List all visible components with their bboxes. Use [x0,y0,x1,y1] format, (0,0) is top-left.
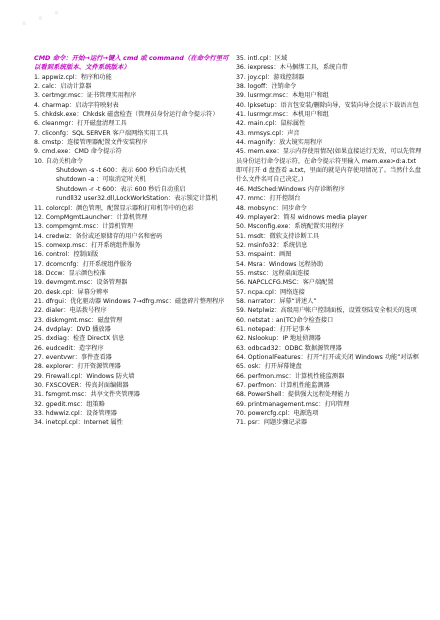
command-entry: 16. control：控制面版 [34,251,99,259]
command-entry: 36. iexpress：木马捆绑工具，系统自带 [236,64,348,72]
command-entry: shutdown -a ：可取消定时关机 [56,176,146,184]
command-entry: 55. mstsc：远程桌面连接 [236,269,310,277]
command-entry: 12. CompMgmtLauncher：计算机管理 [34,213,148,221]
watermark: · · · [17,1,66,36]
command-entry: 15. comexp.msc：打开系统组件服务 [34,241,141,249]
command-entry: 51. msdt：微软支持诊断工具 [236,232,320,240]
command-entry: 34. inetcpl.cpl：Internet 属性 [34,419,123,427]
command-entry: 64. OptionalFeatures：打开“打开或关闭 Windows 功能”对话框 [236,354,419,361]
command-entry: 63. odbcad32：ODBC 数据源管理器 [236,344,342,352]
command-entry: 18. Dccw：显示颜色校准 [34,269,106,277]
command-entry: 56. NAPCLCFG.MSC：客户端配置 [236,279,334,287]
command-entry: 23. diskmgmt.msc：磁盘管理 [34,316,123,324]
command-entry: 24. dvdplay：DVD 播放器 [34,325,111,333]
command-entry: 3. certmgr.msc：证书管理实用程序 [34,92,137,100]
command-entry: 49. mplayer2：简易 widnows media player [236,213,368,221]
command-entry: 33. hdwwiz.cpl：设备管理器 [34,410,117,418]
command-entry: 32. gpedit.msc：组策略 [34,400,105,408]
command-entry: 29. Firewall.cpl：Windows 防火墙 [34,372,135,380]
right-column [236,54,422,428]
command-entry: 40. lpksetup：语言包安装/删除向导，安装向导会提示下载语言包 [236,101,419,109]
command-entry: Shutdown -r -t 600：表示 600 秒后自动重启 [56,185,186,193]
command-entry: 2. calc：启动计算器 [34,83,92,91]
command-entry: 52. msinfo32：系统信息 [236,241,308,249]
command-entry: 27. eventvwr：事件查看器 [34,354,112,361]
command-entry: 70. powercfg.cpl：电源选项 [236,410,319,418]
command-entry: 20. desk.cpl：屏幕分辨率 [34,288,109,296]
command-entry: 31. fsmgmt.msc：共享文件夹管理器 [34,391,140,399]
command-entry: 39. lusrmgr.msc：本地用户和组 [236,92,329,100]
command-entry: 1. appwiz.cpl：程序和功能 [34,73,112,81]
command-entry: 26. eudcedit：造字程序 [34,344,104,352]
command-entry: Shutdown -s -t 600：表示 600 秒后自动关机 [56,167,187,175]
command-entry: 42. main.cpl：鼠标属性 [236,120,306,128]
command-entry: 6. cleanmgr：打开磁盘清理工具 [34,120,127,128]
command-entry: 8. cmstp：连接管理器配置文件安装程序 [34,139,148,147]
command-entry: 22. dialer：电话拨号程序 [34,307,107,315]
command-entry: 47. mmc：打开控制台 [236,195,301,203]
command-entry: 25. dxdiag：检查 DirectX 信息 [34,335,125,343]
command-entry: 19. devmgmt.msc：设备管理器 [34,279,128,287]
command-entry: 50. Msconfig.exe：系统配置实用程序 [236,223,344,231]
command-entry: 43. mmsys.cpl：声音 [236,129,300,137]
command-entry: 60. netstat : an(TC)命令检查接口 [236,316,334,324]
command-entry: 4. charmap：启动字符映射表 [34,101,119,109]
command-entry: 38. logoff：注销命令 [236,83,297,91]
command-entry: 69. printmanagement.msc：打印管理 [236,400,350,408]
command-entry: 10. 自动关机命令 [34,157,83,165]
left-column [34,54,230,428]
command-entry: 48. mobsync：同步命令 [236,204,307,212]
command-entry: 67. perfmon：计算机性能监测器 [236,382,330,390]
command-entry: 65. osk：打开屏幕键盘 [236,363,302,371]
cmd-heading: CMD 命令：开始→运行→键入 cmd 或 command（在命令行里可以看到系统版本、文件系统版本） [34,54,229,72]
command-entry: 66. perfmon.msc：计算机性能监测器 [236,372,345,380]
command-entry: 71. psr：问题步骤记录器 [236,419,308,427]
command-entry: 44. magnify：放大镜实用程序 [236,139,323,147]
command-entry: 41. lusrmgr.msc：本机用户和组 [236,111,329,119]
command-entry: 13. compmgmt.msc：计算机管理 [34,223,134,231]
command-entry: 14. credwiz：备份或还原储存的用户名和密码 [34,232,163,240]
command-entry: 46. MdSched:Windows 内存诊断程序 [236,185,345,193]
command-entry: 45. mem.exe：显示内存使用情况(如果直接运行无效，可以先管理员身份运行命令提示符，在命令提示符里输入 mem.exe>d:a.txt 即可打开 d 盘查看 a.txt，里面的就是内存使用情况了。当然什么盘什么文件名可自己决定。) [236,148,422,184]
command-entry: 59. Netplwiz：高级用户帐户控制面板，设置登陆安全相关的选项 [236,307,417,315]
command-entry: 9. cmd.exe：CMD 命令提示符 [34,148,122,156]
command-entry: 28. explorer：打开资源管理器 [34,363,121,371]
command-entry: 11. colorcpl：颜色管理，配置显示器和打印机等中的色彩 [34,204,194,212]
command-entry: 35. intl.cpl：区域 [236,55,288,62]
command-entry: 58. narrator：屏幕“讲述人” [236,297,317,305]
command-entry: 17. dcomcnfg：打开系统组件服务 [34,260,133,268]
command-entry: 57. ncpa.cpl：网络连接 [236,288,305,296]
command-entry: rundll32 user32.dll,LockWorkStation：表示锁定计算机 [56,195,218,203]
command-entry: 61. notepad：打开记事本 [236,325,311,333]
command-entry: 21. dfrgui：优化驱动器 Windows 7→dfrg.msc：磁盘碎片整理程序 [34,297,225,305]
command-entry: 30. FXSCOVER：传真封面编辑器 [34,382,129,390]
command-entry: 68. PowerShell：提供强大远程处理能力 [236,391,350,399]
command-entry: 5. chkdsk.exe：Chkdsk 磁盘检查（管理员身份运行命令提示符） [34,111,219,119]
command-entry: 7. cliconfg：SQL SERVER 客户端网络实用工具 [34,129,169,137]
command-entry: 37. joy.cpl：游戏控制器 [236,73,305,81]
command-entry: 54. Msra：Windows 远程协助 [236,260,324,268]
command-entry: 53. mspaint：画图 [236,251,292,259]
command-entry: 62. Nslookup：IP 地址侦测器 [236,335,321,343]
